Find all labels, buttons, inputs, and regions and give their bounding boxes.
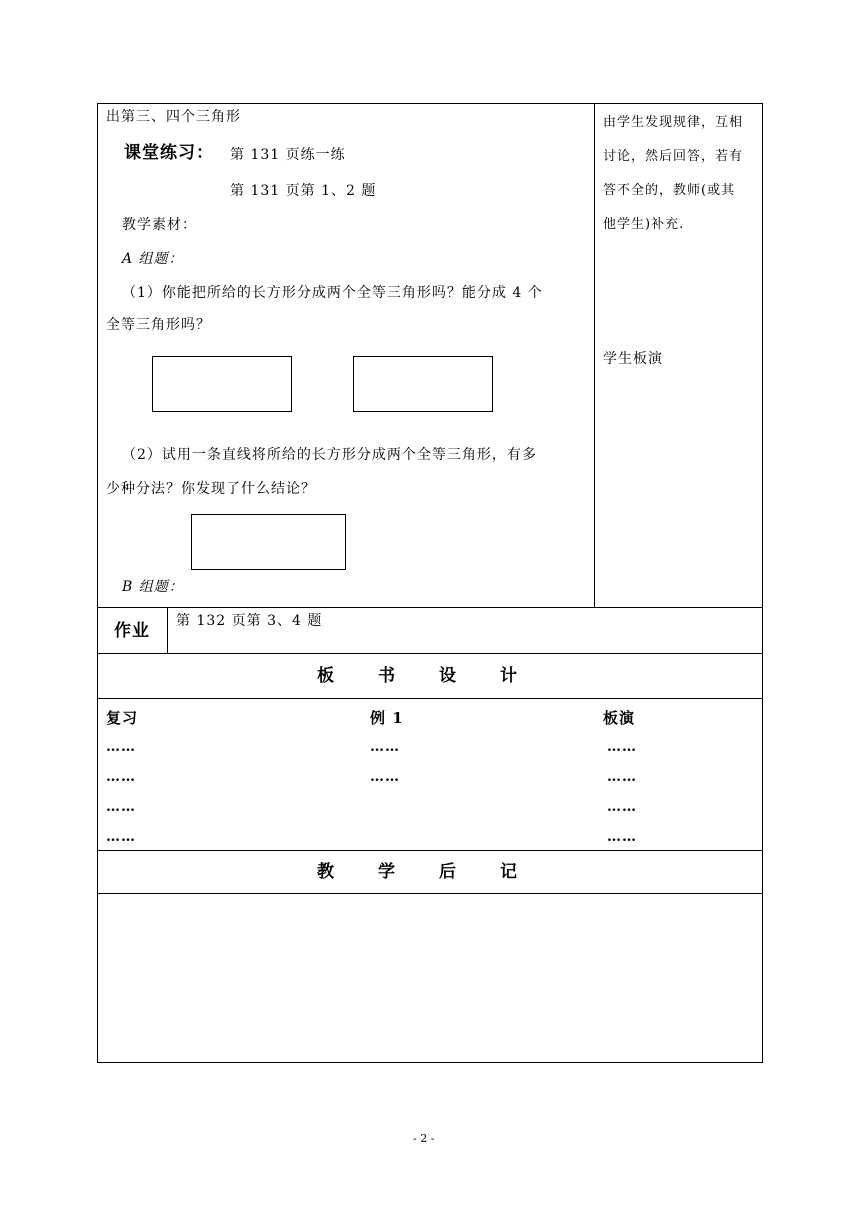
board-col-example-item: ……: [370, 739, 400, 755]
board-col-boardwork-item: ……: [607, 829, 637, 845]
board-col-boardwork-item: ……: [607, 769, 637, 785]
question-1-line-2: 全等三角形吗？: [106, 317, 211, 333]
question-1-line-1: （1）你能把所给的长方形分成两个全等三角形吗？能分成 4 个: [122, 285, 543, 301]
table-border-bottom: [97, 1062, 763, 1063]
side-note-line-4: 他学生)补充.: [603, 217, 685, 232]
board-col-review-item: ……: [106, 769, 136, 785]
material-label: 教学素材：: [122, 217, 197, 233]
board-col-boardwork-item: ……: [607, 799, 637, 815]
side-note-line-1: 由学生发现规律，互相: [603, 115, 744, 130]
question-2-line-1: （2）试用一条直线将所给的长方形分成两个全等三角形，有多: [122, 447, 537, 463]
row-divider-postscript-title: [97, 893, 763, 894]
practice-text: 第 131 页练一练: [230, 147, 346, 163]
page-number: - 2 -: [413, 1132, 435, 1145]
board-col-example-heading: 例 1: [370, 709, 404, 727]
rectangle-figure-3: [191, 514, 346, 570]
practice-label: 课堂练习：: [124, 143, 214, 163]
row-divider-board-title: [97, 698, 763, 699]
side-note-line-3: 答不全的，教师(或其: [603, 183, 736, 198]
board-col-example-item: ……: [370, 769, 400, 785]
postscript-title: 教学后记: [317, 862, 561, 882]
group-a-label: A 组题：: [122, 251, 184, 267]
upper-column-divider: [594, 103, 595, 607]
rectangle-figure-2: [353, 356, 493, 412]
table-border-top: [97, 103, 763, 104]
homework-text: 第 132 页第 3、4 题: [176, 613, 323, 629]
board-design-title: 板书设计: [317, 666, 561, 686]
board-col-review-item: ……: [106, 799, 136, 815]
board-col-review-item: ……: [106, 829, 136, 845]
rectangle-figure-1: [152, 356, 292, 412]
table-border-left: [97, 103, 98, 1063]
side-board-work: 学生板演: [603, 351, 663, 367]
board-col-boardwork-heading: 板演: [603, 709, 636, 727]
row-divider-homework-top: [97, 607, 763, 608]
homework-label-divider: [167, 607, 168, 653]
row-divider-homework-bottom: [97, 653, 763, 654]
question-2-line-2: 少种分法？你发现了什么结论？: [106, 481, 316, 497]
row-divider-board-bottom: [97, 850, 763, 851]
practice-text-2: 第 131 页第 1、2 题: [230, 183, 377, 199]
side-note-line-2: 讨论，然后回答，若有: [603, 149, 744, 164]
board-col-boardwork-item: ……: [607, 739, 637, 755]
homework-label: 作业: [114, 621, 150, 641]
board-col-review-heading: 复习: [106, 709, 139, 727]
intro-line: 出第三、四个三角形: [106, 109, 241, 125]
board-col-review-item: ……: [106, 739, 136, 755]
table-border-right: [762, 103, 763, 1063]
group-b-label: B 组题：: [122, 579, 184, 595]
